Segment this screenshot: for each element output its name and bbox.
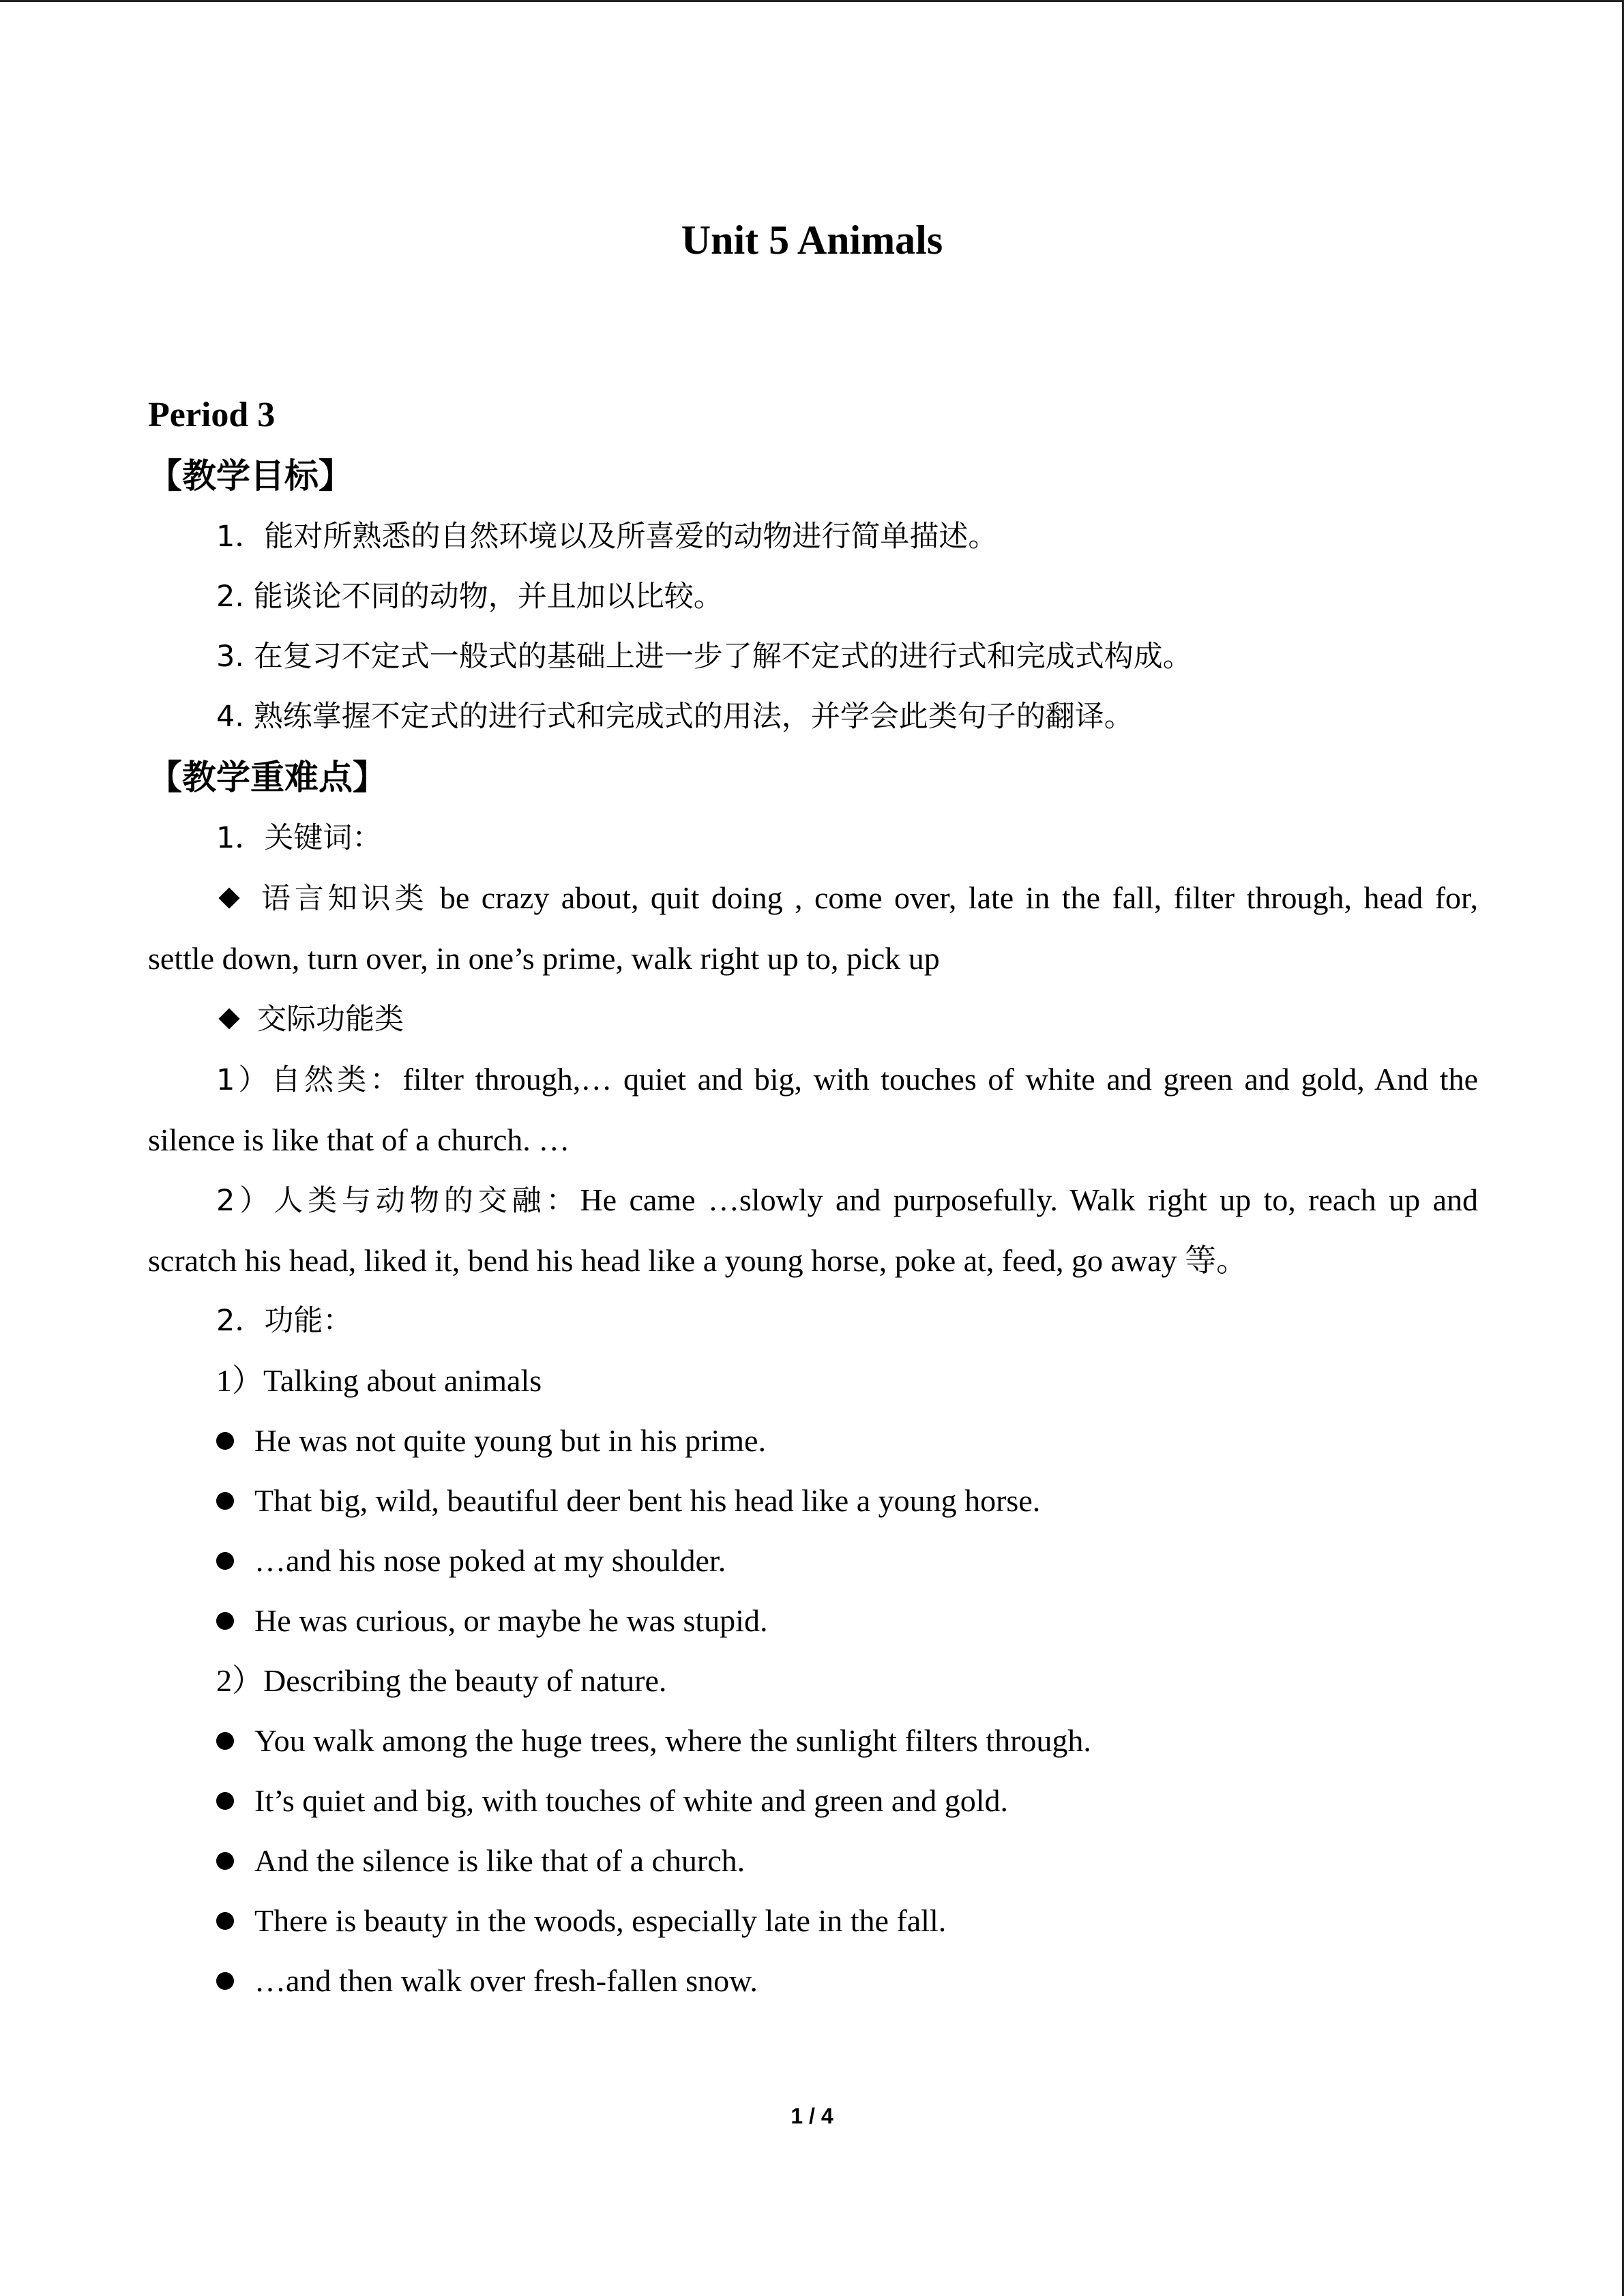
bullet-item	[148, 1411, 1478, 1471]
bullet-text: He was curious, or maybe he was stupid.	[254, 1603, 768, 1638]
language-label: 语言知识类	[257, 882, 428, 916]
human-animal-text: He came …slowly and purposefully. Walk right up to, reach up and	[580, 1182, 1478, 1217]
nature-label: 1）自然类：	[216, 1063, 403, 1097]
bullet-item	[148, 1771, 1478, 1831]
page-number: 1 / 4	[791, 2104, 833, 2128]
human-animal-continued: scratch his head, liked it, bend his head like a young horse, poke at, feed, go away 等。	[148, 1243, 1248, 1278]
human-animal-line	[148, 1170, 1478, 1231]
bullet-item	[148, 1891, 1478, 1951]
bullet-dot-icon	[216, 1552, 234, 1570]
describe-label: 2）Describing the beauty of nature.	[216, 1663, 667, 1698]
objectives-heading: 【教学目标】	[148, 456, 353, 496]
bullet-dot-icon	[216, 1792, 234, 1810]
diamond-bullet-icon	[218, 888, 239, 909]
page-top-border	[0, 0, 1624, 2]
language-keywords-text: be crazy about, quit doing , come over, late in the fall, filter through, head for,	[428, 880, 1479, 915]
human-animal-label: 2）人类与动物的交融：	[216, 1184, 580, 1218]
document-body	[148, 385, 1478, 2011]
bullet-dot-icon	[216, 1432, 234, 1450]
bullet-dot-icon	[216, 1492, 234, 1510]
objective-item: 3. 在复习不定式一般式的基础上进一步了解不定式的进行式和完成式构成。	[216, 640, 1192, 674]
bullet-item	[148, 1711, 1478, 1771]
bullet-dot-icon	[216, 1852, 234, 1870]
language-keywords-continued: settle down, turn over, in one’s prime, walk right up to, pick up	[148, 941, 940, 976]
diamond-bullet-icon	[218, 1009, 239, 1030]
bullet-text: …and then walk over fresh-fallen snow.	[254, 1963, 758, 1998]
nature-line	[148, 1049, 1478, 1110]
document-title: Unit 5 Animals	[681, 218, 943, 263]
bullet-item	[148, 1531, 1478, 1591]
bullet-item	[148, 1951, 1478, 2011]
bullet-item	[148, 1831, 1478, 1891]
bullet-dot-icon	[216, 1972, 234, 1990]
bullet-text: And the silence is like that of a church.	[254, 1843, 745, 1878]
bullet-dot-icon	[216, 1732, 234, 1750]
communication-label: 交际功能类	[257, 1002, 404, 1037]
bullet-item	[148, 1591, 1478, 1651]
communication-label-line	[148, 989, 1478, 1049]
objective-item: 1．能对所熟悉的自然环境以及所喜爱的动物进行简单描述。	[216, 520, 998, 554]
keywords-label: 1．关键词：	[216, 821, 382, 855]
bullet-dot-icon	[216, 1612, 234, 1630]
objective-item: 2. 能谈论不同的动物，并且加以比较。	[216, 580, 723, 614]
nature-continued: silence is like that of a church. …	[148, 1122, 570, 1157]
bullet-item	[148, 1471, 1478, 1531]
nature-text: filter through,… quiet and big, with touches of white and green and gold, And the	[402, 1062, 1478, 1097]
bullet-text: He was not quite young but in his prime.	[254, 1423, 766, 1458]
function-label: 2．功能：	[216, 1304, 353, 1338]
bullet-dot-icon	[216, 1912, 234, 1930]
bullet-text: There is beauty in the woods, especially late in the fall.	[254, 1903, 947, 1938]
period-heading: Period 3	[148, 396, 276, 434]
bullet-text: That big, wild, beautiful deer bent his head like a young horse.	[254, 1483, 1041, 1518]
language-keywords-line	[148, 868, 1478, 929]
bullet-text: …and his nose poked at my shoulder.	[254, 1543, 726, 1578]
talk-label: 1）Talking about animals	[216, 1363, 542, 1398]
key-points-heading: 【教学重难点】	[148, 758, 387, 797]
bullet-text: It’s quiet and big, with touches of white and green and gold.	[254, 1783, 1009, 1818]
bullet-text: You walk among the huge trees, where the sunlight filters through.	[254, 1723, 1091, 1758]
objective-item: 4. 熟练掌握不定式的进行式和完成式的用法，并学会此类句子的翻译。	[216, 700, 1134, 734]
